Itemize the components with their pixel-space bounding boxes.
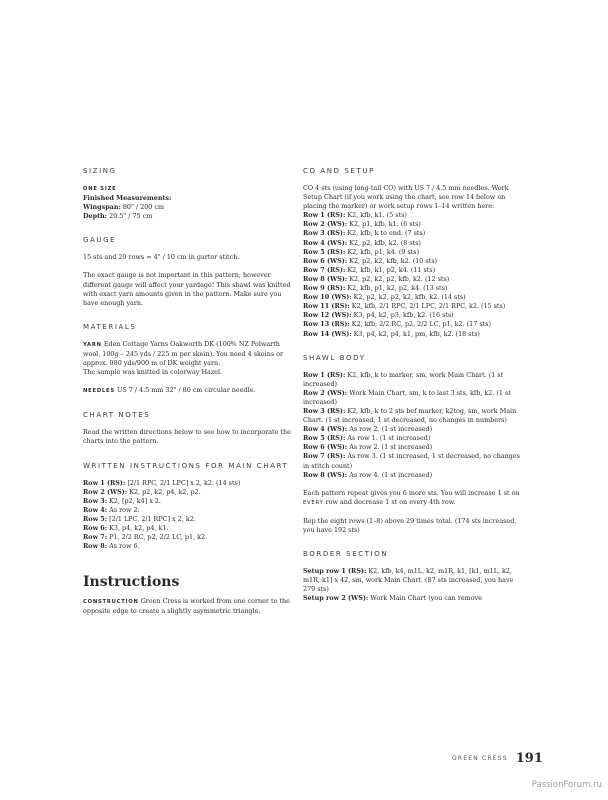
- page-number: 191: [515, 751, 543, 766]
- list-item: Row 1 (RS): K2, kfb, k to marker, sm, work Main Chart. (1 st increased): [303, 370, 504, 388]
- instructions-heading: Instructions: [83, 574, 180, 591]
- list-item: Row 10 (WS): K2, p2, k2, p2, k2, kfb, k2. (14 sts): [303, 293, 466, 302]
- list-item: Row 3: K2, [p2, k4] x 2.: [83, 496, 161, 505]
- list-item: Row 11 (RS): K2, kfb, 2/1 RPC, 2/1 LPC, 2/1 RPC, k2. (15 sts): [303, 302, 506, 311]
- list-item: Row 4 (WS): K2, p2, kfb, k2. (8 sts): [303, 238, 421, 247]
- page-footer: [452, 748, 543, 767]
- rep-text: Rep the eight rows (1–8) above 29 times total. (174 sts increased, you have 192 sts): [303, 516, 517, 534]
- list-item: Row 5: [2/1 LPC, 2/1 RPC] x 2, k2.: [83, 514, 196, 523]
- list-item: Row 6: K3, p4, k2, p4, k1.: [83, 523, 169, 532]
- list-item: Row 13 (RS): K2, kfb, 2/2 RC, p2, 2/2 LC, p1, k2. (17 sts): [303, 320, 491, 329]
- list-item: Row 8: As row 6.: [83, 542, 140, 551]
- list-item: Row 2 (WS): K2, p2, k2, p4, k2, p2.: [83, 487, 201, 496]
- watermark: PassionForum.ru: [531, 780, 602, 790]
- chart-notes-text: Read the written directions below to see how to incorporate the charts into the pattern.: [83, 428, 291, 446]
- needles-text: NEEDLES US 7 / 4.5 mm 32" / 80 cm circular needle.: [83, 386, 256, 395]
- list-item: Row 4 (WS): As row 2. (1 st increased): [303, 425, 433, 434]
- repeat-note: Each pattern repeat gives you 6 more sts. You will increase 1 st on EVERY row and decrease 1 st on every 4th row.: [303, 488, 520, 506]
- list-item: Row 6 (WS): As row 2. (1 st increased): [303, 443, 433, 452]
- list-item: Row 8 (WS): As row 4. (1 st increased): [303, 470, 433, 479]
- finished-measurements-label: Finished Measurements:: [83, 194, 172, 203]
- list-item: Row 2 (WS): Work Main Chart, sm, k to last 3 sts, kfb, k2. (1 st increased): [303, 388, 511, 406]
- list-item: Row 8 (WS): K2, p2, k2, p2, kfb, k2. (12 sts): [303, 274, 450, 283]
- depth: Depth: 29.5" / 75 cm: [83, 212, 153, 221]
- construction-text: CONSTRUCTION Green Cress is worked from one corner to the opposite edge to create a slightly asymmetric triangle.: [83, 597, 290, 616]
- list-item: Row 7 (RS): K2, kfb, k1, p2, k4. (11 sts): [303, 265, 436, 274]
- list-item: Row 3 (RS): K2, kfb, k to 2 sts bef marker, k2tog, sm, work Main Chart. (1 st increased, 1 st decreased, no changes in numbers): [303, 406, 517, 425]
- shawl-body-heading: SHAWL BODY: [303, 353, 366, 362]
- written-rows: [83, 479, 295, 552]
- list-item: Row 4: As row 2.: [83, 505, 140, 514]
- sizing-heading: SIZING: [83, 167, 117, 175]
- list-item: Row 12 (WS): K3, p4, k2, p3, kfb, k2. (16 sts): [303, 311, 454, 320]
- list-item: Row 5 (RS): K2, kfb, p1, k4. (9 sts): [303, 247, 420, 256]
- border-section-heading: BORDER SECTION: [303, 550, 389, 559]
- list-item: Row 7: P1, 2/2 RC, p2, 2/2 LC, p1, k2.: [83, 533, 208, 542]
- gauge-note: The exact gauge is not important in this pattern; however different gauge will affect your yardage! This shawl was knitted with exact yarn amounts given in the pattern. Make sure you have enough yarn.: [83, 271, 291, 307]
- list-item: Setup row 2 (WS): Work Main Chart (you can remove: [303, 594, 482, 603]
- co-setup-heading: CO AND SETUP: [303, 167, 375, 175]
- gauge-heading: GAUGE: [83, 236, 117, 245]
- list-item: Row 5 (RS): As row 1. (1 st increased): [303, 434, 431, 443]
- left-column: [83, 166, 295, 616]
- wingspan: Wingspan: 80" / 200 cm: [83, 203, 165, 212]
- list-item: Row 9 (RS): K2, kfb, p1, k2, p2, k4. (13 sts): [303, 284, 448, 293]
- shawl-body-rows: [303, 371, 521, 480]
- list-item: Row 1 (RS): K2, kfb, k1. (5 sts): [303, 211, 407, 220]
- co-setup-intro: CO 4 sts (using long-tail CO) with US 7 / 4.5 mm needles. Work Setup Chart (if you work using the chart, see row 14 below on placing the marker) or work setup rows 1–14 written here:: [303, 184, 509, 211]
- list-item: Row 7 (RS): As row 3. (1 st increased, 1 st decreased, no changes in stitch count): [303, 452, 520, 470]
- list-item: Row 14 (WS): K3, p4, k2, p4, k1, pm, kfb, k2. (18 sts): [303, 329, 480, 338]
- materials-heading: MATERIALS: [83, 322, 137, 331]
- yarn-text: YARN Eden Cottage Yarns Oakworth DK (100% NZ Polwarth wool, 100g – 245 yds / 225 m per skein). You need 4 skeins or approx. 980 yds/900 m of DK weight yarn.: [83, 339, 284, 368]
- sample-text: The sample was knitted in colorway Hazel.: [83, 368, 223, 377]
- list-item: Row 1 (RS): [2/1 RPC, 2/1 LPC] x 2, k2. (14 sts): [83, 478, 241, 487]
- border-rows: [303, 567, 521, 603]
- right-column: [303, 166, 521, 603]
- list-item: Row 6 (WS): K2, p2, k2, kfb, k2. (10 sts): [303, 256, 437, 265]
- gauge-text: 15 sts and 20 rows = 4" / 10 cm in garter stitch.: [83, 253, 240, 262]
- list-item: Row 3 (RS): K2, kfb, k to end. (7 sts): [303, 229, 426, 238]
- list-item: Setup row 1 (RS): K2, kfb, k4, m1L, k2, m1R, k1, [k1, m1L, k2, m1R, k1] x 42, sm, work Main Chart. (87 sts increased, you have 279 sts): [303, 567, 514, 594]
- list-item: Row 2 (WS): K2, p1, kfb, k1. (6 sts): [303, 220, 421, 229]
- sizing-sub: ONE SIZE: [83, 186, 117, 192]
- written-instructions-heading: WRITTEN INSTRUCTIONS FOR MAIN CHART: [83, 461, 289, 470]
- footer-title: GREEN CRESS: [452, 755, 508, 762]
- chart-notes-heading: CHART NOTES: [83, 411, 151, 420]
- setup-rows: [303, 211, 521, 338]
